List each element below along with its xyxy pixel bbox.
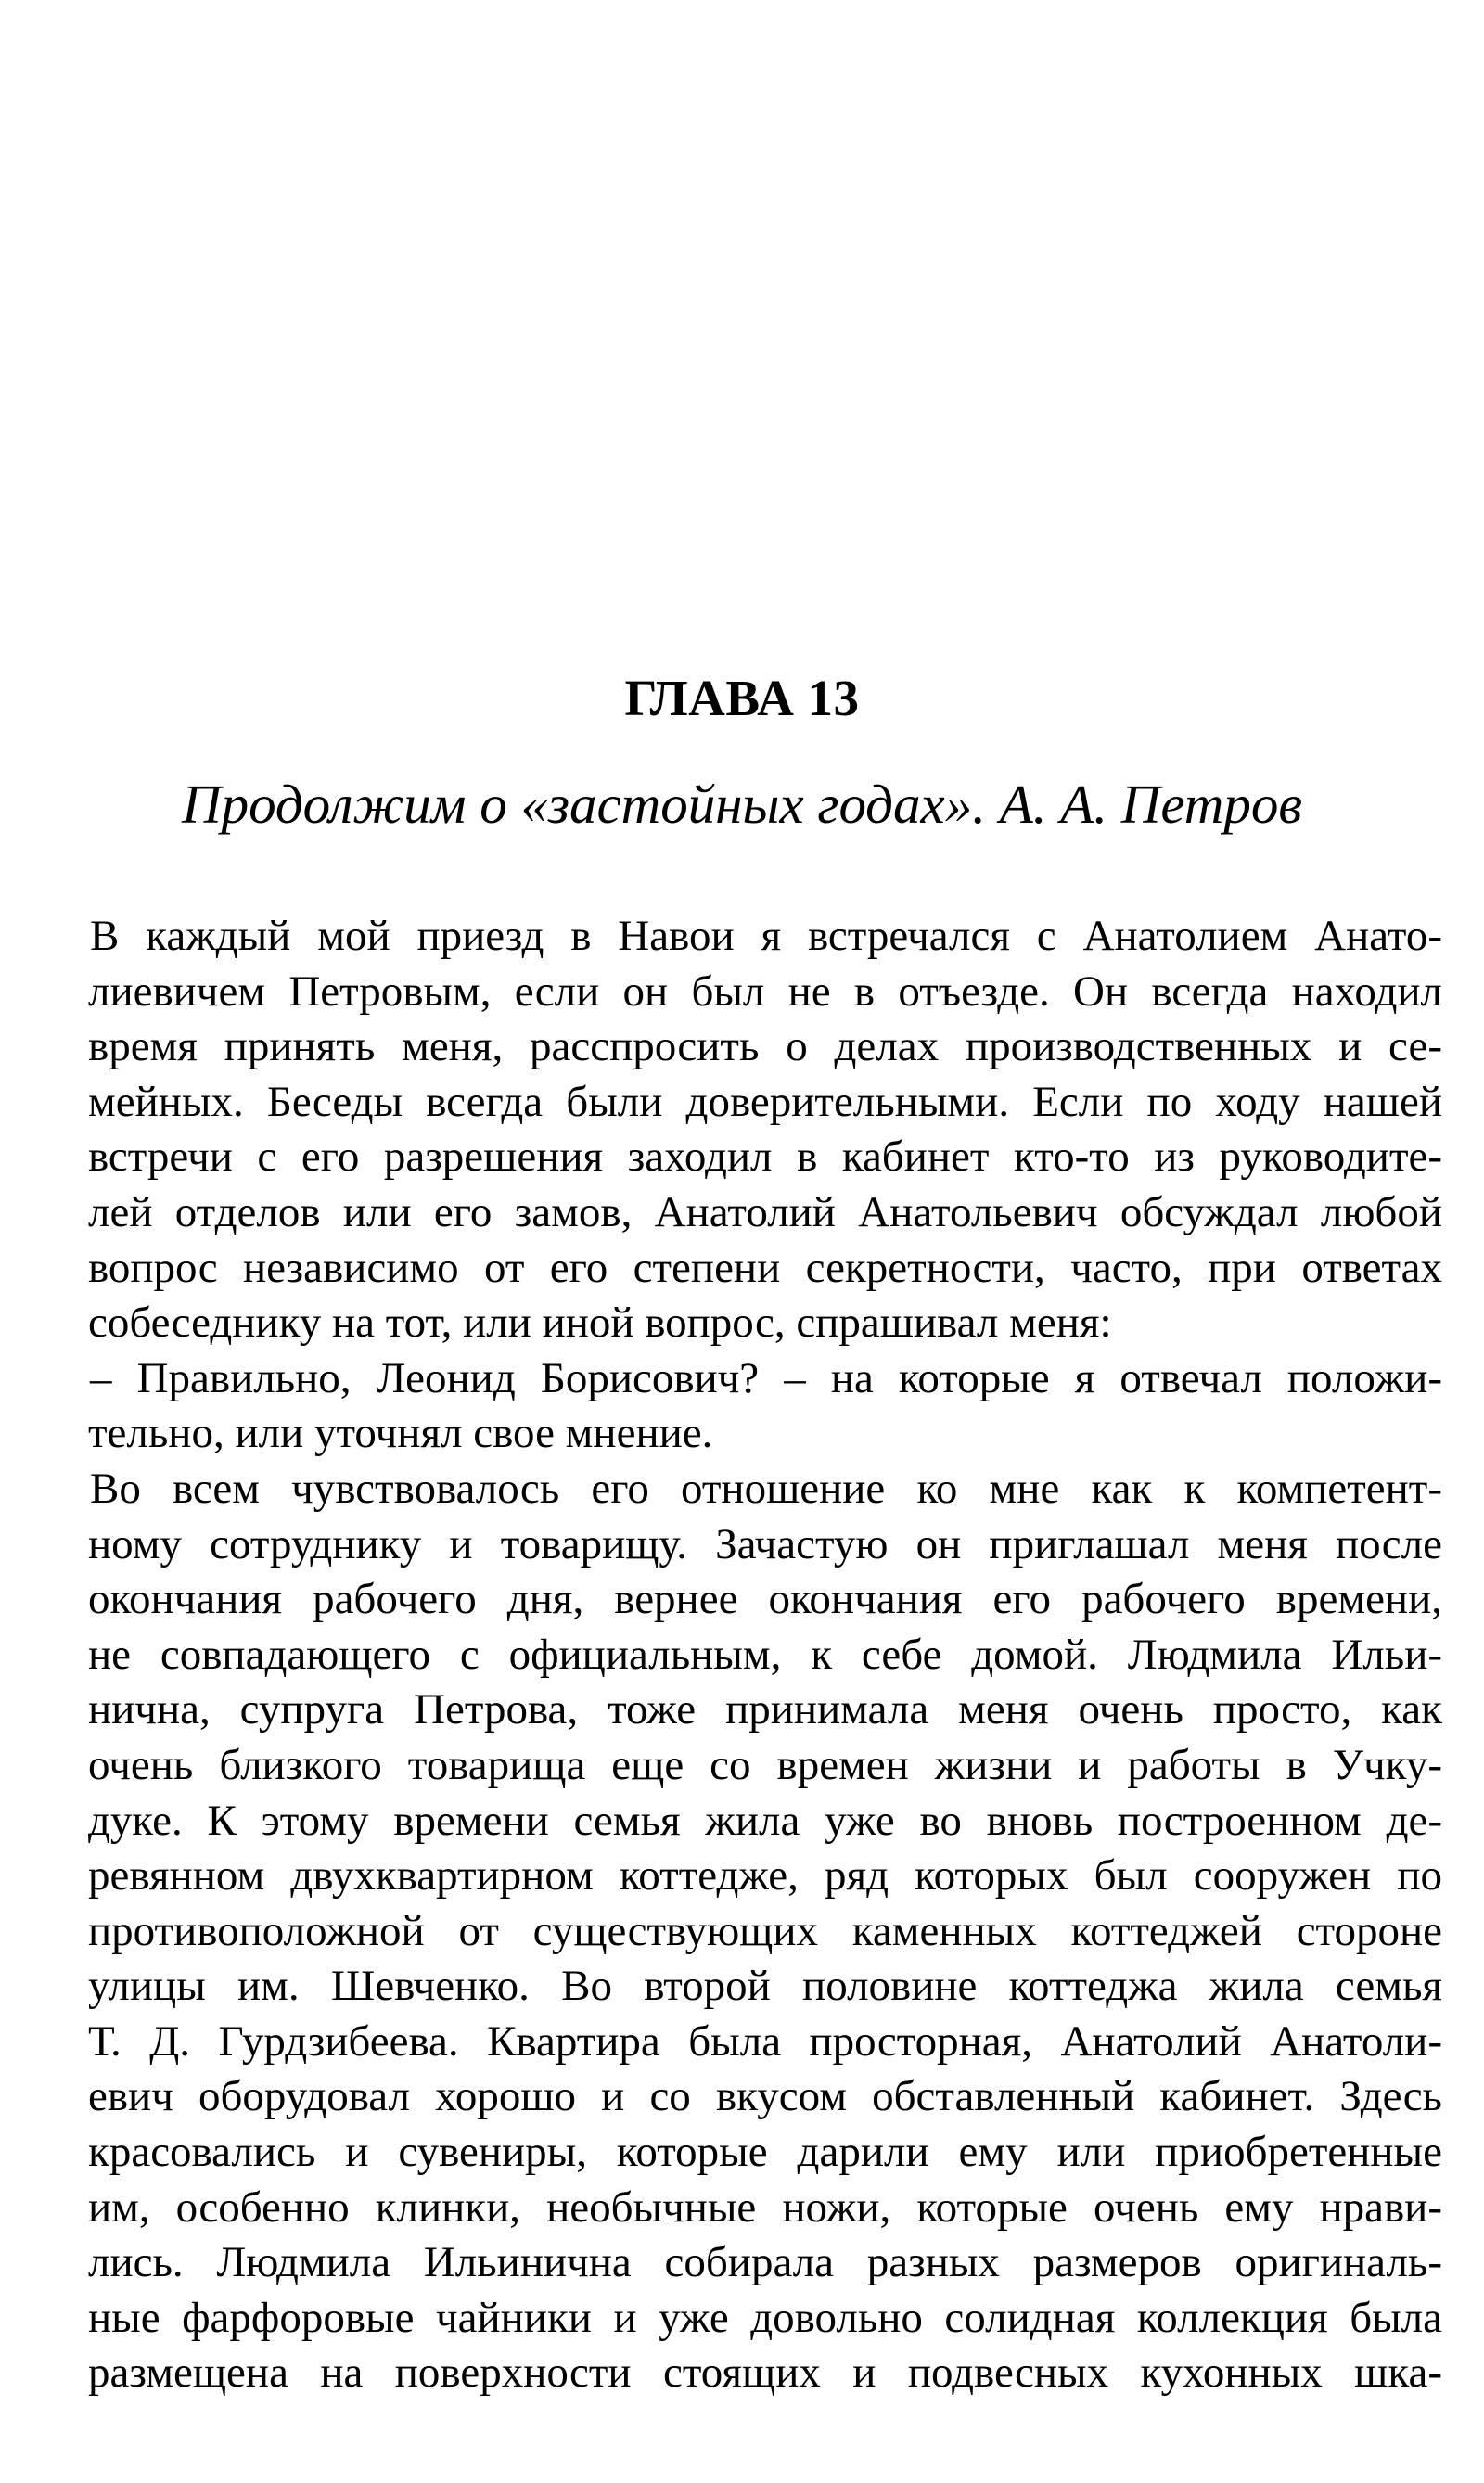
text-line: тельно, или уточнял свое мнение.	[88, 1409, 713, 1458]
text-line: не совпадающего с официальным, к себе домой. Людмила Ильи-	[88, 1630, 1442, 1679]
text-line: лиевичем Петровым, если он был не в отъезде. Он всегда находил	[88, 966, 1442, 1016]
text-line: время принять меня, расспросить о делах производственных и се-	[88, 1022, 1442, 1071]
text-line: вопрос независимо от его степени секретности, часто, при ответах	[88, 1243, 1442, 1292]
text-line: Т. Д. Гурдзибеева. Квартира была просторная, Анатолий Анатоли-	[88, 2016, 1442, 2066]
text-line: ные фарфоровые чайники и уже довольно солидная коллекция была	[88, 2293, 1442, 2342]
text-line: противоположной от существующих каменных коттеджей стороне	[88, 1906, 1442, 1955]
text-line: лись. Людмила Ильинична собирала разных размеров оригиналь-	[88, 2238, 1442, 2287]
text-line: собеседнику на тот, или иной вопрос, спрашивал меня:	[88, 1299, 1112, 1348]
text-line: очень близкого товарища еще со времен жизни и работы в Учку-	[88, 1740, 1442, 1789]
chapter-subtitle: Продолжим о «застойных годах». А. А. Петров	[181, 774, 1303, 835]
text-line: лей отделов или его замов, Анатолий Анатольевич обсуждал любой	[88, 1187, 1442, 1236]
text-line: встречи с его разрешения заходил в кабинет кто-то из руководите-	[88, 1133, 1442, 1182]
text-line: окончания рабочего дня, вернее окончания его рабочего времени,	[88, 1575, 1442, 1624]
text-line: В каждый мой приезд в Навои я встречался с Анатолием Анато-	[90, 912, 1442, 960]
text-line: Во всем чувствовалось его отношение ко мне как к компетент-	[90, 1464, 1442, 1513]
text-line: улицы им. Шевченко. Во второй половине коттеджа жила семья	[88, 1962, 1442, 2011]
chapter-heading: ГЛАВА 13	[624, 670, 860, 726]
text-line: размещена на поверхности стоящих и подвесных кухонных шка-	[88, 2349, 1442, 2398]
text-line: дуке. К этому времени семья жила уже во вновь построенном де-	[88, 1796, 1442, 1845]
text-line: красовались и сувениры, которые дарили ему или приобретенные	[88, 2128, 1442, 2177]
text-line: ревянном двухквартирном коттедже, ряд которых был сооружен по	[88, 1851, 1442, 1901]
text-line: – Правильно, Леонид Борисович? – на которые я отвечал положи-	[90, 1353, 1442, 1402]
text-line: нична, супруга Петрова, тоже принимала меня очень просто, как	[88, 1685, 1442, 1734]
text-line: евич оборудовал хорошо и со вкусом обставленный кабинет. Здесь	[88, 2072, 1442, 2121]
text-line: им, особенно клинки, необычные ножи, которые очень ему нрави-	[88, 2182, 1442, 2232]
chapter-body-text	[88, 909, 1442, 2401]
text-line: мейных. Беседы всегда были доверительными. Если по ходу нашей	[88, 1077, 1442, 1126]
text-line: ному сотруднику и товарищу. Зачастую он приглашал меня после	[88, 1519, 1442, 1568]
